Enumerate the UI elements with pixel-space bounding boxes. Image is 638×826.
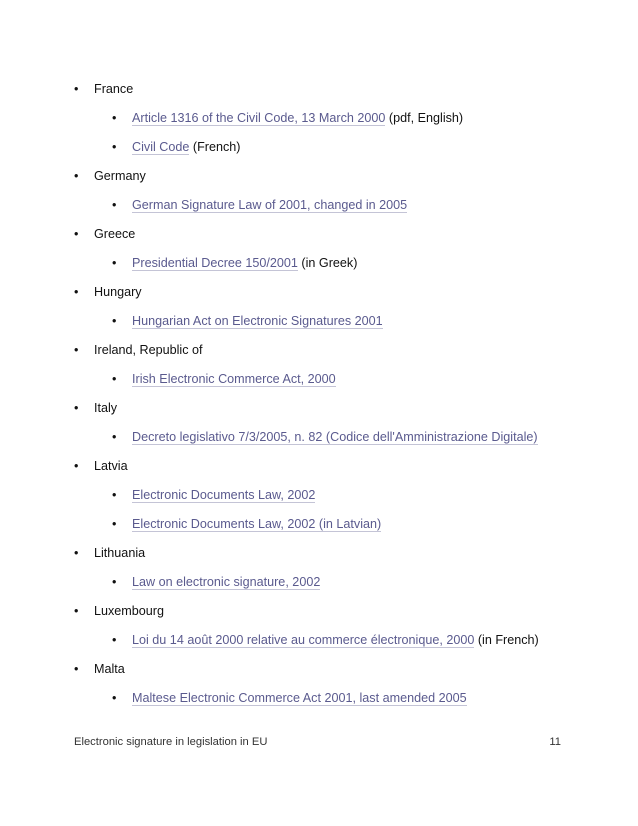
legislation-entry	[132, 514, 381, 534]
legislation-link[interactable]: Civil Code	[132, 140, 190, 154]
country-name: France	[94, 82, 134, 96]
link-suffix: (in French)	[474, 633, 539, 647]
bullet-icon: •	[112, 488, 117, 502]
country-entry	[94, 398, 117, 418]
legislation-entry	[132, 427, 538, 447]
bullet-icon: •	[112, 314, 117, 328]
bullet-icon: •	[112, 691, 117, 705]
link-suffix: (French)	[189, 140, 241, 154]
legislation-link[interactable]: Hungarian Act on Electronic Signatures 2001	[132, 314, 383, 328]
legislation-link[interactable]: Law on electronic signature, 2002	[132, 575, 321, 589]
link-suffix: (pdf, English)	[385, 111, 464, 125]
bullet-icon: •	[74, 82, 79, 96]
legislation-entry	[132, 369, 336, 389]
legislation-link[interactable]: German Signature Law of 2001, changed in 2005	[132, 198, 408, 212]
bullet-icon: •	[112, 633, 117, 647]
legislation-link[interactable]: Presidential Decree 150/2001	[132, 256, 298, 270]
bullet-icon: •	[74, 227, 79, 241]
bullet-icon: •	[74, 459, 79, 473]
country-name: Ireland, Republic of	[94, 343, 203, 357]
legislation-link[interactable]: Article 1316 of the Civil Code, 13 March 2000	[132, 111, 386, 125]
country-name: Luxembourg	[94, 604, 165, 618]
country-name: Malta	[94, 662, 125, 676]
bullet-icon: •	[74, 546, 79, 560]
country-name: Latvia	[94, 459, 128, 473]
country-entry	[94, 224, 135, 244]
legislation-entry	[132, 137, 241, 157]
bullet-icon: •	[112, 517, 117, 531]
legislation-link[interactable]: Electronic Documents Law, 2002 (in Latvian)	[132, 517, 382, 531]
legislation-entry	[132, 688, 467, 708]
country-name: Hungary	[94, 285, 142, 299]
legislation-entry	[132, 108, 463, 128]
country-name: Italy	[94, 401, 118, 415]
country-entry	[94, 79, 133, 99]
country-entry	[94, 282, 142, 302]
legislation-entry	[132, 311, 383, 331]
bullet-icon: •	[112, 372, 117, 386]
link-suffix: (in Greek)	[297, 256, 358, 270]
bullet-icon: •	[74, 401, 79, 415]
country-name: Lithuania	[94, 546, 146, 560]
country-name: Greece	[94, 227, 136, 241]
legislation-link[interactable]: Loi du 14 août 2000 relative au commerce électronique, 2000	[132, 633, 475, 647]
bullet-icon: •	[112, 256, 117, 270]
legislation-link[interactable]: Decreto legislativo 7/3/2005, n. 82 (Codice dell'Amministrazione Digitale)	[132, 430, 538, 444]
bullet-icon: •	[74, 285, 79, 299]
legislation-entry	[132, 253, 357, 273]
bullet-icon: •	[112, 198, 117, 212]
bullet-icon: •	[112, 430, 117, 444]
legislation-entry	[132, 572, 320, 592]
country-entry	[94, 456, 128, 476]
bullet-icon: •	[74, 662, 79, 676]
bullet-icon: •	[112, 575, 117, 589]
bullet-icon: •	[74, 169, 79, 183]
country-entry	[94, 166, 146, 186]
footer-title: Electronic signature in legislation in EU	[74, 736, 268, 748]
footer-page-number: 11	[549, 736, 561, 748]
legislation-link[interactable]: Irish Electronic Commerce Act, 2000	[132, 372, 336, 386]
bullet-icon: •	[74, 604, 79, 618]
country-entry	[94, 340, 203, 360]
country-entry	[94, 543, 145, 563]
country-entry	[94, 659, 125, 679]
country-entry	[94, 601, 164, 621]
legislation-entry	[132, 195, 407, 215]
legislation-entry	[132, 630, 539, 650]
bullet-icon: •	[74, 343, 79, 357]
legislation-entry	[132, 485, 315, 505]
bullet-icon: •	[112, 111, 117, 125]
country-name: Germany	[94, 169, 146, 183]
legislation-link[interactable]: Electronic Documents Law, 2002	[132, 488, 316, 502]
legislation-link[interactable]: Maltese Electronic Commerce Act 2001, last amended 2005	[132, 691, 467, 705]
bullet-icon: •	[112, 140, 117, 154]
